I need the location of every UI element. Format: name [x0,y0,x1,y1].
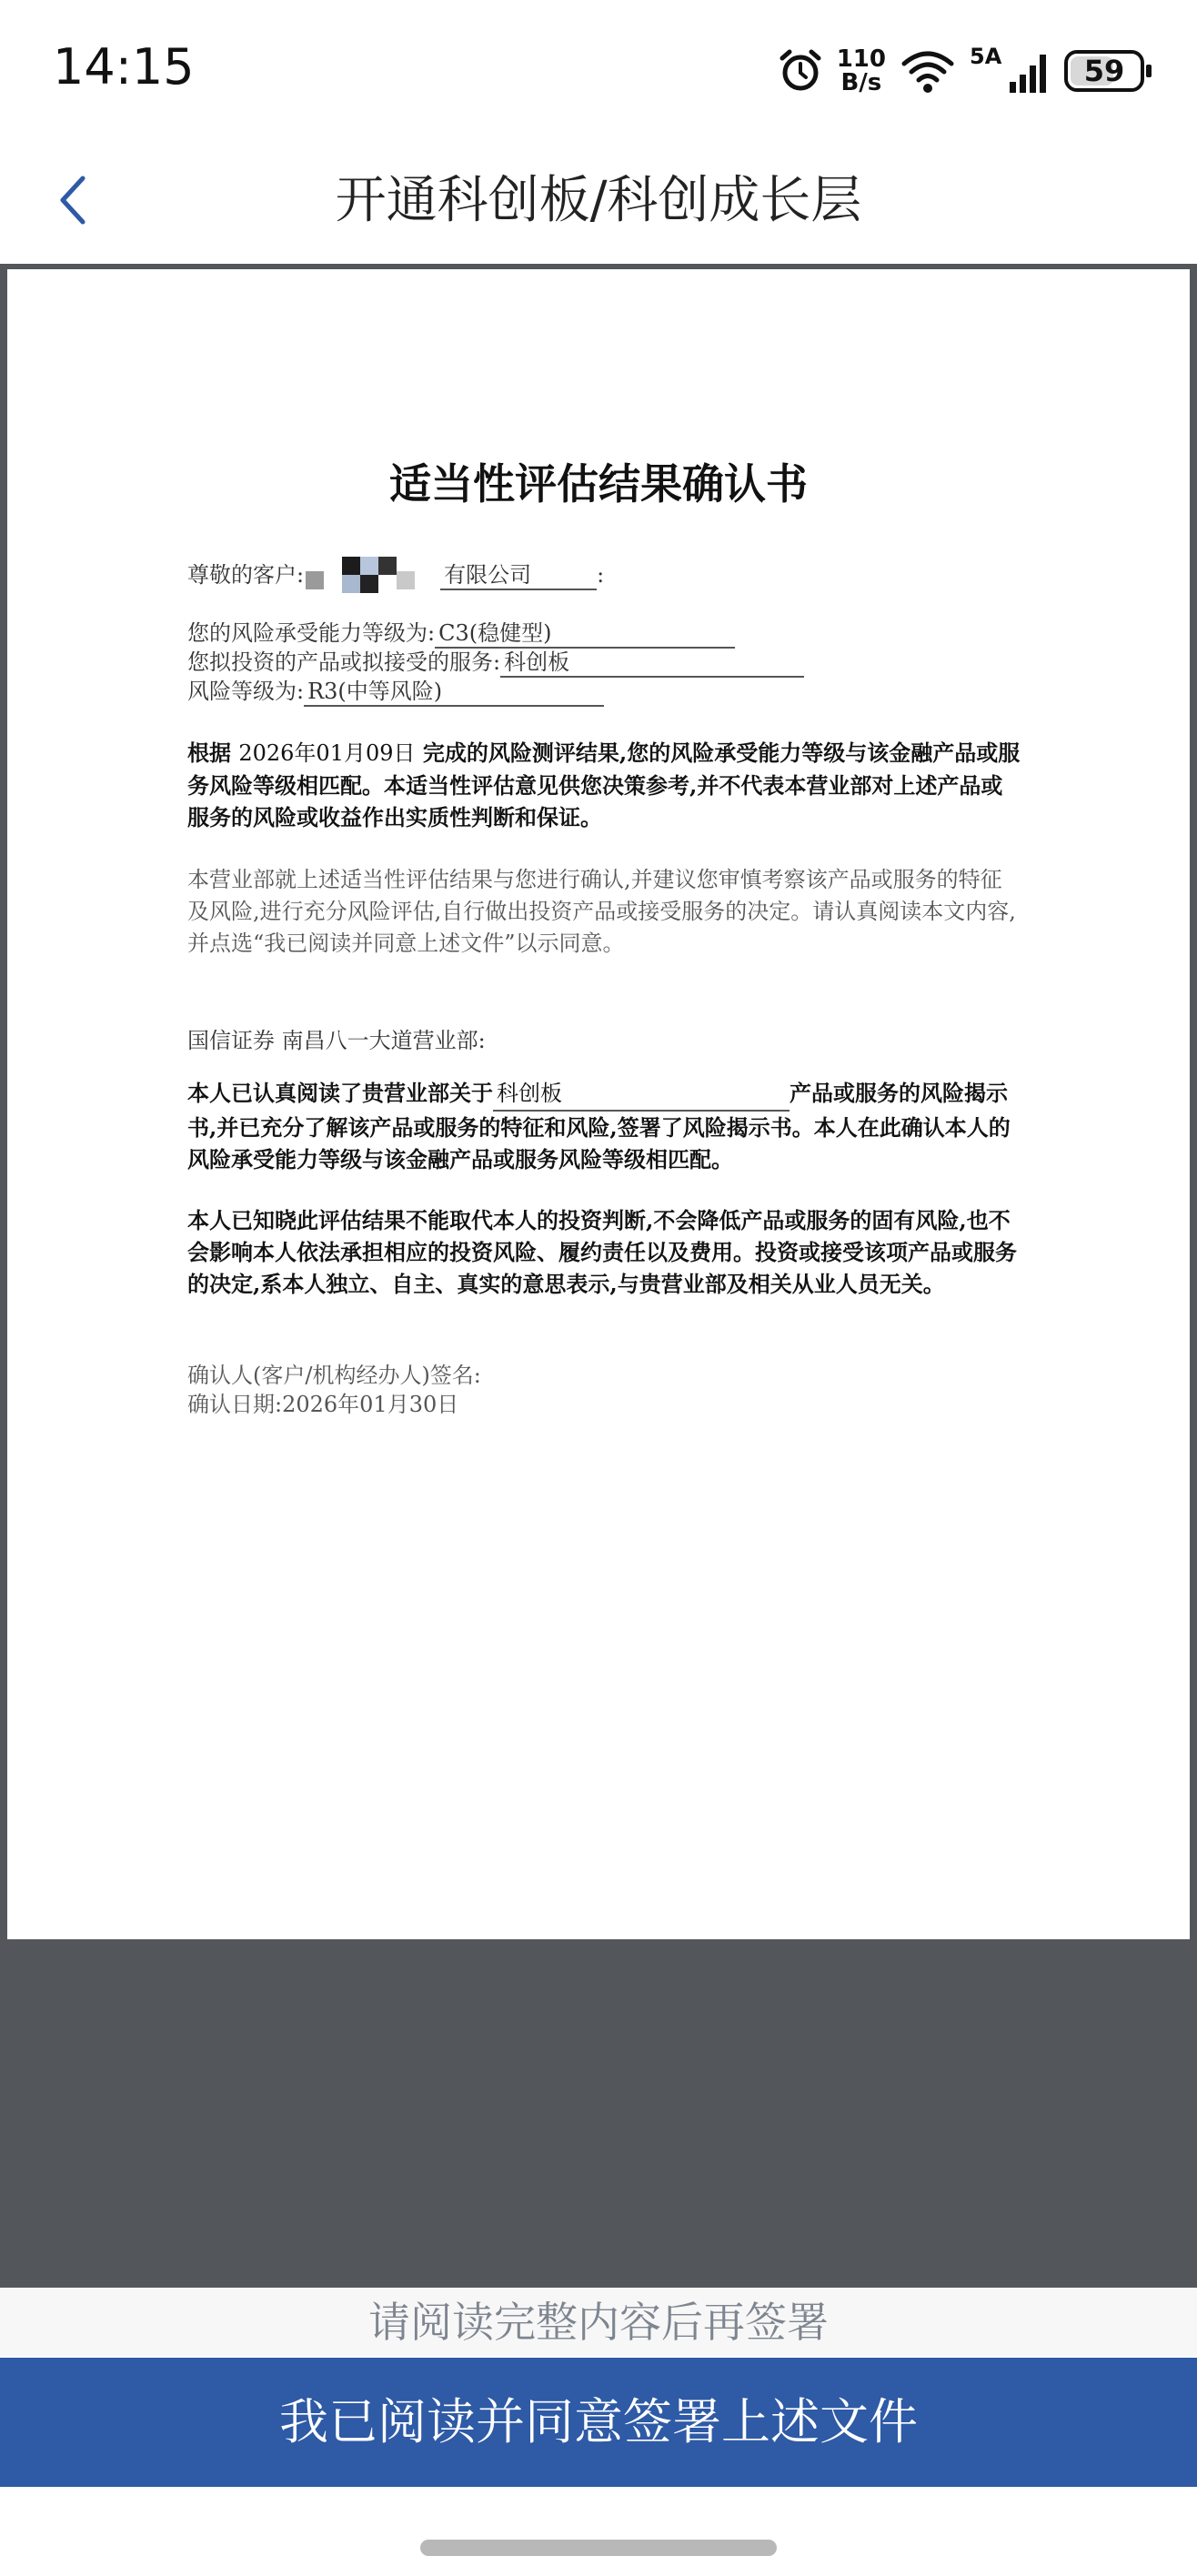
page-title: 开通科创板/科创成长层 [335,171,862,230]
disclaimer-paragraph: 本人已知晓此评估结果不能取代本人的投资判断,不会降低产品或服务的固有风险,也不会影响本人依法承担相应的投资风险、履约责任以及费用。投资或接受该项产品或服务的决定,系本人独立、自主、真实的意思表示,与贵营业部及相关从业人员无关。 [187,1207,1017,1297]
read-notice: 请阅读完整内容后再签署 [0,2288,1197,2357]
wifi-icon [899,47,957,95]
para3-product: 科创板 [493,1078,790,1112]
branch-label: 国信证券 南昌八一大道营业部: [187,1028,486,1053]
risk-level-value: C3(稳健型) [435,615,735,649]
document-viewer[interactable] [0,264,1197,2288]
net-speed-value: 110 [836,45,886,73]
product-risk-value: R3(中等风险) [304,673,604,707]
product-risk-label: 风险等级为: [187,679,305,704]
document-title: 适当性评估结果确认书 [389,459,808,508]
status-icons [777,42,1144,100]
alarm-icon [777,47,824,95]
customer-label: 尊敬的客户: [187,562,305,588]
signal-icon [982,47,1051,95]
redacted-customer-name [304,557,440,593]
recommendation-paragraph: 本营业部就上述适当性评估结果与您进行确认,并建议您审慎考察该产品或服务的特征及风险,进行充分风险评估,自行做出投资产品或接受服务的决定。请认真阅读本文内容,并点选“我已阅读并同意上述文件”以示同意。 [187,867,1016,956]
para3-body: 产品或服务的风险揭示书,并已充分了解该产品或服务的特征和风险,签署了风险揭示书。本人在此确认本人的风险承受能力等级与该金融产品或服务风险等级相匹配。 [187,1080,1011,1172]
para1-prefix: 根据 [187,740,231,766]
battery-level: 59 [1083,54,1125,88]
evaluation-date: 2026年01月09日 [238,740,416,766]
product-risk-line [187,673,604,707]
nav-bar [0,136,1197,264]
customer-name-suffix: 有限公司 [440,557,597,590]
signal-label: 5A [970,44,1002,69]
net-speed-unit: B/s [840,69,882,96]
status-bar [0,0,1197,136]
signal [970,44,1051,95]
confirm-date: 确认日期:2026年01月30日 [187,1392,459,1417]
customer-line: 尊敬的客户: 有限公司 : [187,557,604,593]
signer-label: 确认人(客户/机构经办人)签名: [187,1363,481,1388]
battery-icon [1064,50,1144,92]
risk-level-label: 您的风险承受能力等级为: [187,620,436,646]
evaluation-paragraph [187,737,1021,833]
acknowledgement-paragraph [187,1077,1021,1175]
product-label: 您拟投资的产品或拟接受的服务: [187,649,501,675]
status-time: 14:15 [53,38,195,96]
agree-sign-button[interactable]: 我已阅读并同意签署上述文件 [0,2358,1197,2487]
product-value: 科创板 [500,644,804,678]
document-page [7,269,1190,1939]
net-speed [837,47,886,95]
para3-prefix: 本人已认真阅读了贵营业部关于 [187,1080,493,1106]
home-indicator[interactable] [420,2540,777,2556]
para1-body: 完成的风险测评结果,您的风险承受能力等级与该金融产品或服务风险等级相匹配。本适当性评估意见供您决策参考,并不代表本营业部对上述产品或服务的风险或收益作出实质性判断和保证。 [187,740,1021,830]
